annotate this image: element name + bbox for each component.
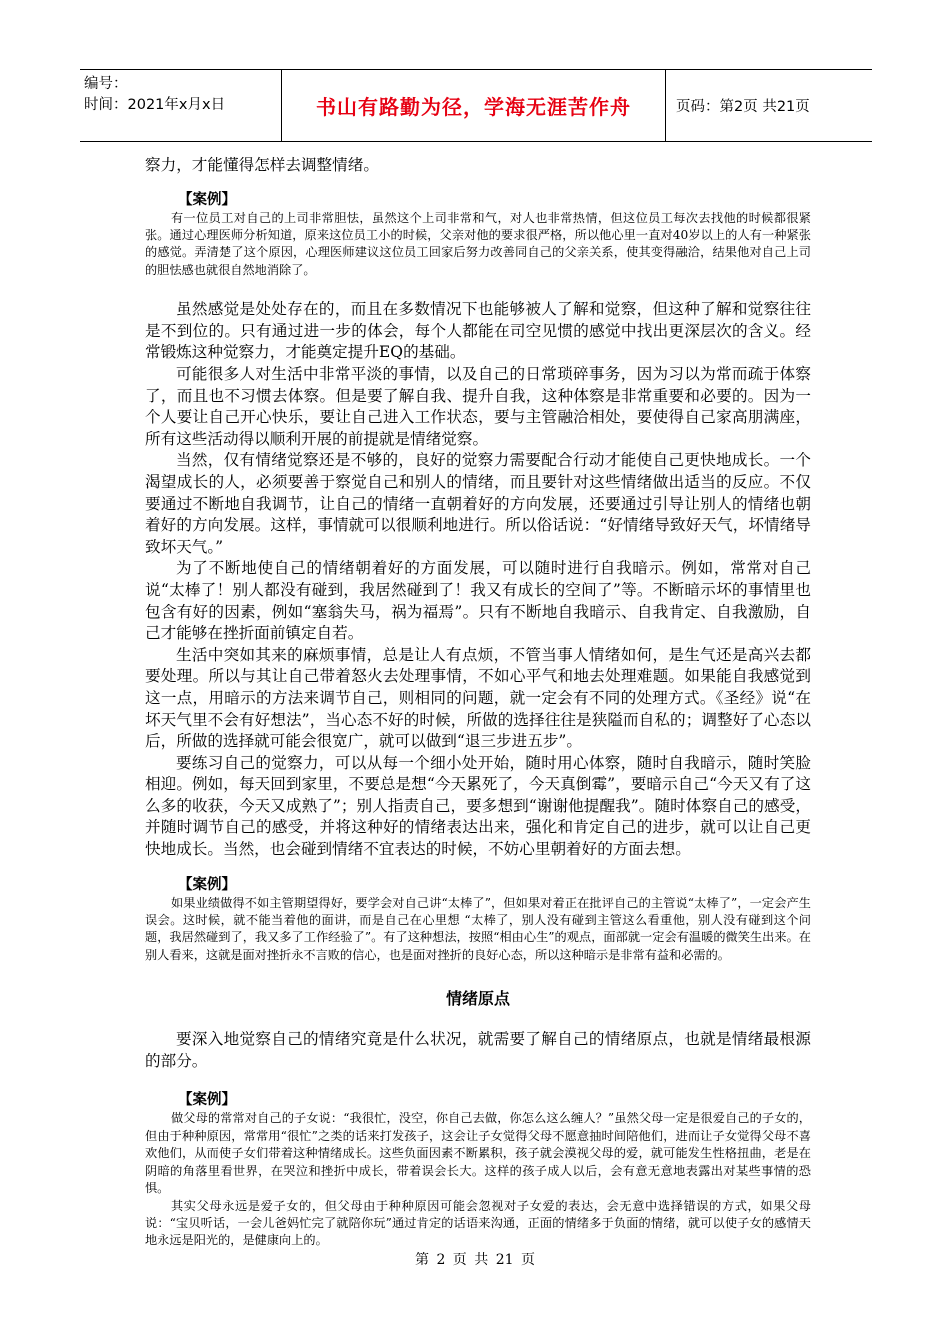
section-intro: 要深入地觉察自己的情绪究竟是什么状况，就需要了解自己的情绪原点，也就是情绪最根源的部分。 xyxy=(145,1030,811,1070)
number-label: 编号： xyxy=(84,76,128,92)
page-footer: 第 2 页 共 21 页 xyxy=(415,1252,535,1268)
case2-title: 【案例】 xyxy=(178,876,236,893)
paragraph-6: 要练习自己的觉察力，可以从每一个细小处开始，随时用心体察，随时自我暗示，随时笑脸相迎。例如，每天回到家里，不要总是想“今天累死了，今天真倒霉”，要暗示自己“今天又有了这么多的收获，今天又成熟了”；别人指责自己，要多想到“谢谢他提醒我”。随时体察自己的感受，并随时调节自己的感受，并将这种好的情绪表达出来，强化和肯定自己的进步，就可以让自己更快地成长。当然，也会碰到情绪不宜表达的时候，不妨心里朝着好的方面去想。 xyxy=(145,753,811,859)
header-meta xyxy=(80,70,282,141)
intro-paragraph: 察力，才能懂得怎样去调整情绪。 xyxy=(145,156,379,174)
paragraph-5: 生活中突如其来的麻烦事情，总是让人有点烦，不管当事人情绪如何，是生气还是高兴去都要处理。所以与其让自己带着怒火去处理事情，不如心平气和地去处理难题。如果能自我感觉到这一点，用暗示的方法来调节自己，则相同的问题，就一定会有不同的处理方式。《圣经》说“在坏天气里不会有好想法”，当心态不好的时候，所做的选择往往是狭隘而自私的；调整好了心态以后，所做的选择就可能会很宽广，就可以做到“退三步进五步”。 xyxy=(145,645,811,751)
header-motto: 书山有路勤为径，学海无涯苦作舟 xyxy=(282,70,666,141)
case1-title: 【案例】 xyxy=(178,191,236,208)
paragraph-2: 可能很多人对生活中非常平淡的事情，以及自己的日常琐碎事务，因为习以为常而疏于体察了，而且也不习惯去体察。但是要了解自我、提升自我，这种体察是非常重要和必要的。因为一个人要让自己开心快乐，要让自己进入工作状态，要与主管融洽相处，要使得自己家高朋满座，所有这些活动得以顺利开展的前提就是情绪觉察。 xyxy=(145,365,811,448)
section-title: 情绪原点 xyxy=(445,989,510,1009)
paragraph-1: 虽然感觉是处处存在的，而且在多数情况下也能够被人了解和觉察，但这种了解和觉察往往是不到位的。只有通过进一步的体会，每个人都能在司空见惯的感觉中找出更深层次的含义。经常锻炼这种觉察力，才能奠定提升EQ的基础。 xyxy=(145,300,811,362)
case2-text: 如果业绩做得不如主管期望得好，要学会对自己讲“太棒了”，但如果对着正在批评自己的主管说“太棒了”，一定会产生误会。这时候，就不能当着他的面讲，而是自己在心里想 “太棒了，别人没有碰到主管这么看重他，别人没有碰到这个问题，我居然碰到了，我又多了工作经验了”。有了这种想法，按照“相由心生”的观点，面部就一定会有温暖的微笑生出来。在别人看来，这就是面对挫折永不言败的信心，也是面对挫折的良好心态，所以这种暗示是非常有益和必需的。 xyxy=(145,895,811,962)
page-content xyxy=(145,155,811,1250)
header-page-label: 页码：第2页 共21页 xyxy=(676,99,810,115)
case3-text-2: 其实父母永远是爱子女的，但父母由于种种原因可能会忽视对子女爱的表达，会无意中选择错误的方式，如果父母说：“宝贝听话，一会儿爸妈忙完了就陪你玩”通过肯定的话语来沟通，正面的情绪多于负面的情绪，就可以使子女的感情天地永远是阳光的，是健康向上的。 xyxy=(145,1198,811,1248)
header-table xyxy=(80,69,872,142)
date-label: 时间：2021年x月x日 xyxy=(84,97,226,113)
case3-text-1: 做父母的常常对自己的子女说：“我很忙，没空，你自己去做，你怎么这么缠人？”虽然父母一定是很爱自己的子女的，但由于种种原因，常常用“很忙”之类的话来打发孩子，这会让子女觉得父母不愿意抽时间陪他们，进而让子女觉得父母不喜欢他们，从而使子女们带着这种情绪成长。这些负面因素不断累积，孩子就会漠视父母的爱，就可能发生性格扭曲，老是在阴暗的角落里看世界，在哭泣和挫折中成长，带着误会长大。这样的孩子成人以后，会有意无意地表露出对某些事情的恐惧。 xyxy=(145,1111,811,1196)
paragraph-3: 当然，仅有情绪觉察还是不够的，良好的觉察力需要配合行动才能使自己更快地成长。一个渴望成长的人，必须要善于察觉自己和别人的情绪，而且要针对这些情绪做出适当的反应。不仅要通过不断地自我调节，让自己的情绪一直朝着好的方向发展，还要通过引导让别人的情绪也朝着好的方向发展。这样，事情就可以很顺利地进行。所以俗话说：“好情绪导致好天气，坏情绪导致坏天气。” xyxy=(145,451,811,556)
case1-text: 有一位员工对自己的上司非常胆怯，虽然这个上司非常和气，对人也非常热情，但这位员工每次去找他的时候都很紧张。通过心理医师分析知道，原来这位员工小的时候，父亲对他的要求很严格，所以他心里一直对40岁以上的人有一种紧张的感觉。弄清楚了这个原因，心理医师建议这位员工回家后努力改善同自己的父亲关系，使其变得融洽，结果他对自己上司的胆怯感也就很自然地消除了。 xyxy=(145,210,811,277)
paragraph-4: 为了不断地使自己的情绪朝着好的方面发展，可以随时进行自我暗示。例如，常常对自己说“太棒了！别人都没有碰到，我居然碰到了！我又有成长的空间了”等。不断暗示坏的事情里也包含有好的因素，例如“塞翁失马，祸为福焉”。只有不断地自我暗示、自我肯定、自我激励，自己才能够在挫折面前镇定自若。 xyxy=(145,559,811,643)
case3-title: 【案例】 xyxy=(178,1092,236,1109)
